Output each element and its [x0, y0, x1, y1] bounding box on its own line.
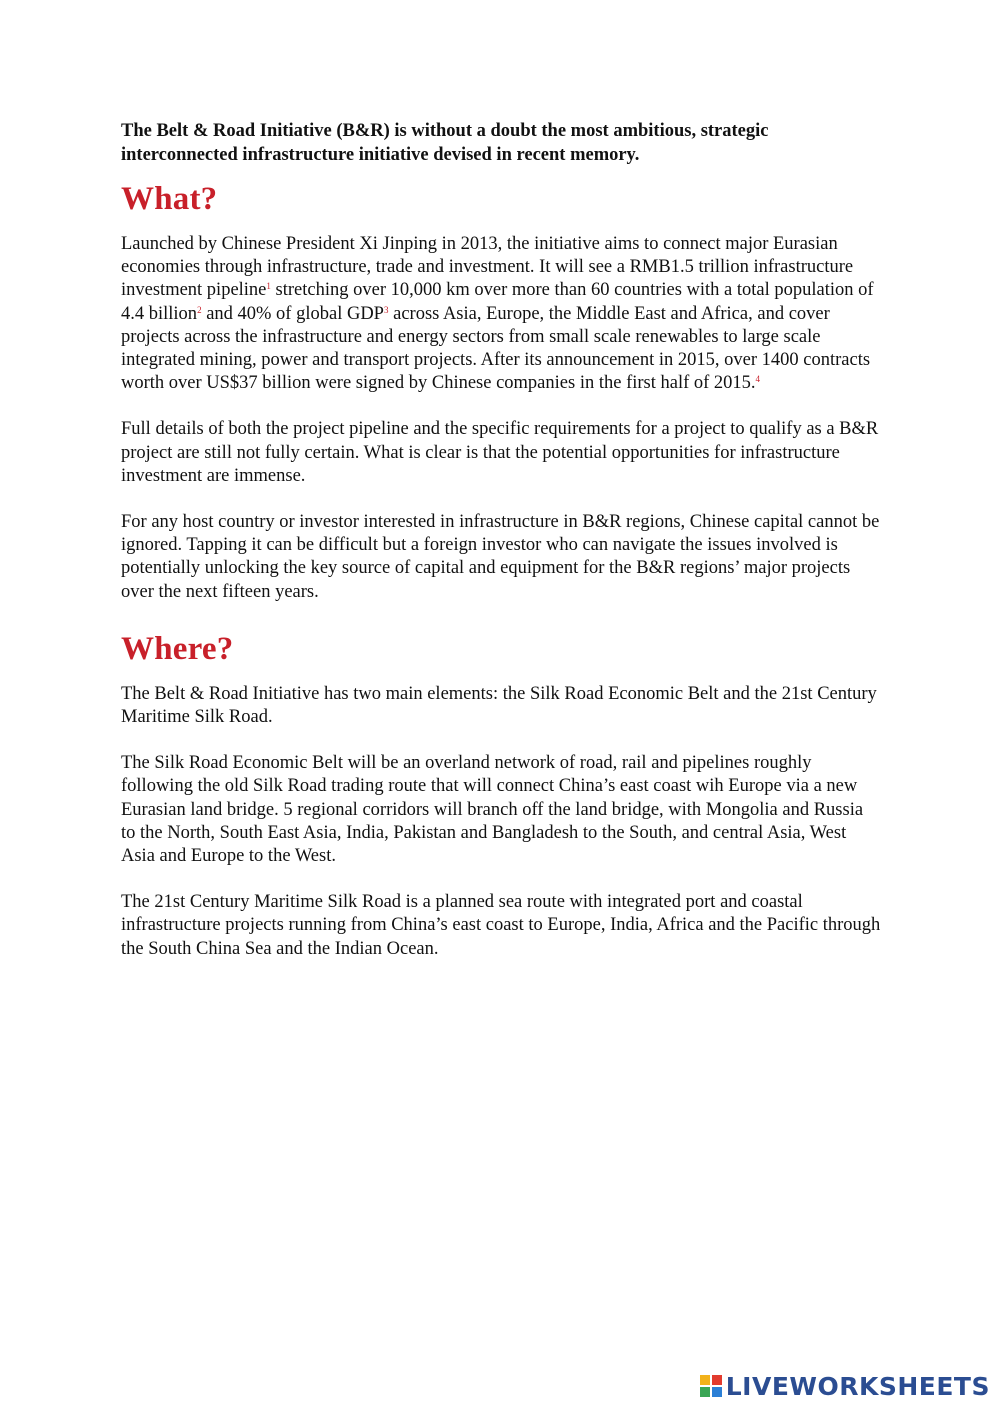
document-body	[121, 120, 881, 984]
paragraph-text: Launched by Chinese President Xi Jinping in 2013, the initiative aims to connect major Eurasian economies through infrastructure, trade and investment. It will see a RMB1.5 trillion infrastructure investment pipeline	[121, 234, 854, 301]
paragraph-details: Full details of both the project pipeline and the specific requirements for a project to qualify as a B&R project are still not fully certain. What is clear is that the potential opportunities for infrastructure investment are immense.	[121, 419, 879, 486]
paragraph-elements: The Belt & Road Initiative has two main elements: the Silk Road Economic Belt and the 21st Century Maritime Silk Road.	[121, 683, 877, 728]
paragraph-text: across Asia, Europe, the Middle East and Africa, and cover projects across the infrastructure and energy sectors from small scale renewables to large scale integrated mining, power and transport projects. After its announcement in 2015, over 1400 contracts worth over US$37 billion were signed by Chinese companies in the first half of 2015.	[121, 303, 871, 394]
liveworksheets-logo	[700, 1371, 990, 1401]
section-heading-where: Where?	[121, 630, 234, 667]
paragraph-text: and 40% of global GDP	[201, 303, 384, 324]
footnote-marker: 3	[383, 304, 389, 315]
intro-paragraph: The Belt & Road Initiative (B&R) is without a doubt the most ambitious, strategic interconnected infrastructure initiative devised in recent memory.	[121, 121, 769, 165]
footnote-marker: 2	[197, 304, 202, 315]
paragraph-maritime-road: The 21st Century Maritime Silk Road is a planned sea route with integrated port and coastal infrastructure projects running from China’s east coast to Europe, India, Africa and the Pacific through the South China Sea and the Indian Ocean.	[121, 892, 881, 959]
footnote-marker: 4	[755, 374, 761, 385]
liveworksheets-logo-text: LIVEWORKSHEETS	[725, 1371, 990, 1401]
liveworksheets-logo-icon	[700, 1375, 722, 1397]
paragraph-text: stretching over 10,000 km over more than 60 countries with a total population of 4.4 billion	[121, 280, 874, 324]
section-heading-what: What?	[121, 181, 218, 217]
paragraph-economic-belt: The Silk Road Economic Belt will be an overland network of road, rail and pipelines roughly following the old Silk Road trading route that will connect China’s east coast wih Europe via a new Eurasian land bridge. 5 regional corridors will branch off the land bridge, with Mongolia and Russia to the North, South East Asia, India, Pakistan and Bangladesh to the South, and central Asia, West Asia and Europe to the West.	[121, 753, 864, 867]
paragraph-launch	[121, 233, 881, 395]
paragraph-capital: For any host country or investor interested in infrastructure in B&R regions, Chinese capital cannot be ignored. Tapping it can be difficult but a foreign investor who can navigate the issues involved is potentially unlocking the key source of capital and equipment for the B&R regions’ major projects over the next fifteen years.	[121, 512, 880, 602]
footnote-marker: 1	[266, 281, 271, 292]
